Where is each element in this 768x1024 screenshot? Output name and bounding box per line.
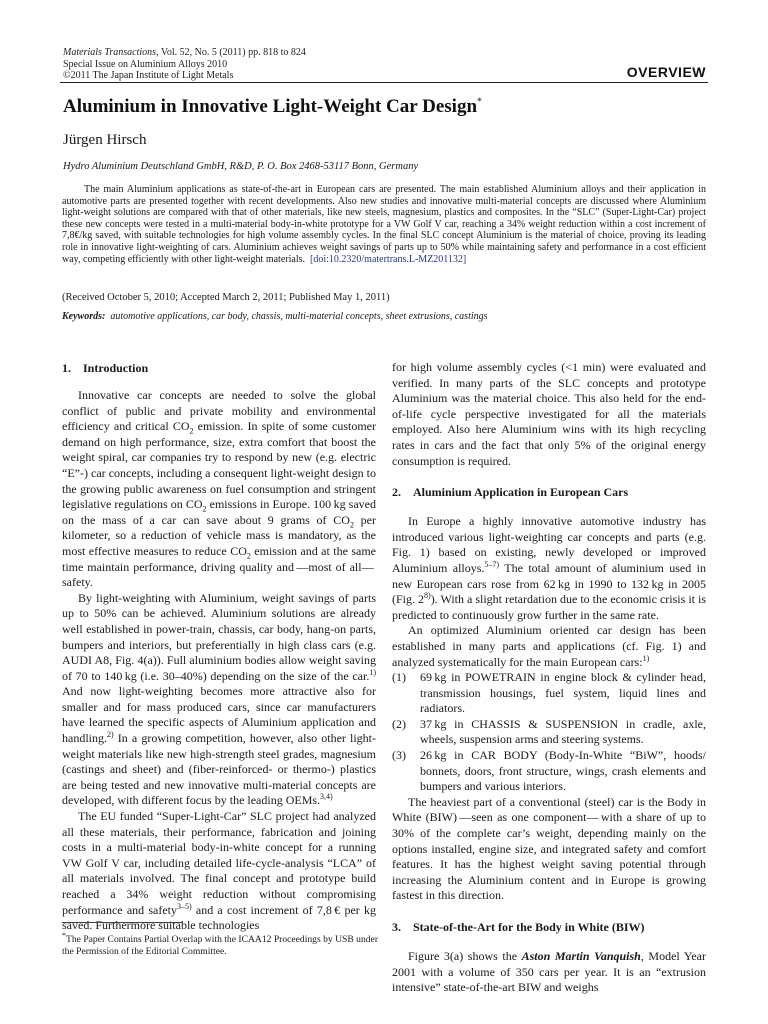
citation[interactable]: 8) [424,591,431,601]
citation[interactable]: 3,4) [320,792,333,802]
footnote-mark: * [62,930,66,940]
citation[interactable]: 2) [107,730,114,740]
citation[interactable]: 3–5) [177,901,192,911]
section-label: OVERVIEW [626,64,706,80]
affiliation: Hydro Aluminium Deutschland GmbH, R&D, P. O. Box 2468-53117 Bonn, Germany [63,161,419,172]
doi-link[interactable]: [doi:10.2320/matertrans.L-MZ201132] [310,253,467,265]
citation[interactable]: 1) [369,667,376,677]
journal-name: Materials Transactions [63,47,157,58]
paragraph: for high volume assembly cycles (<1 min) were evaluated and verified. In many parts of the SLC concepts and prototype Aluminium was the material choice. This also held for the end-of-life cycle perspective investigated for all the materials employed. Also here Aluminium wins with its high recycling rates in cars and the fact that only 5% of the original energy consumption is required. [392,360,706,468]
paragraph: The EU funded “Super-Light-Car” SLC project had analyzed all these materials, their performance, fabrication and joining costs in a multi-material body-in-white concept for a running VW Golf V car, including detailed life-cycle-analysis “LCA” of all materials involved. The final concept and prototype build reached a 34% weight reduction without compromising performance and safety$^{3-5)}$ and a cost increment of 7,8 € per kg saved. Furthermore suitable technologies [62,809,376,933]
aluminium-usage-list [392,670,706,795]
copyright: ©2011 The Japan Institute of Light Metals [63,70,234,81]
abstract [62,184,706,265]
journal-volume: , Vol. 52, No. 5 (2011) pp. 818 to 824 [156,47,306,58]
special-issue: Special Issue on Aluminium Alloys 2010 [63,58,228,70]
left-column [62,388,376,934]
title-footnote-mark: * [477,96,483,108]
car-model-name: Aston Martin Vanquish [521,949,641,963]
paragraph: An optimized Aluminium oriented car design has been established in many parts and applications (cf. Fig. 1) and analyzed systematically for the main European cars:$^{1)}$ [392,623,706,669]
paragraph: Figure 3(a) shows the Aston Martin Vanquish, Model Year 2001 with a volume of 350 cars per year. It is an “extrusion intensive” state-of-the-art BIW and weighs [392,949,706,995]
keywords-label: Keywords: [62,311,106,322]
right-column [392,360,706,996]
received-dates: (Received October 5, 2010; Accepted March 2, 2011; Published May 1, 2011) [62,292,390,303]
section-heading-aluminium-application: 2. Aluminium Application in European Cars [392,485,629,500]
header-rule [60,82,708,83]
keywords [62,311,488,322]
list-item: (3) 26 kg in CAR BODY (Body-In-White “BiW”, hoods/ bonnets, doors, front structure, wings, crash elements and bumpers and various interiors. [392,748,706,794]
paragraph: By light-weighting with Aluminium, weight savings of parts up to 50% can be achieved. Aluminium solutions are already well established in power-train, chassis, car body, hang-on parts, bumpers and interiors, but preferentially in high class cars (e.g. AUDI A8, Fig. 4(a)). Full aluminium bodies allow weight saving of 70 to 140 kg (i.e. 30–40%) depending on the size of the car.$^{1)}$ And now light-weighting becomes more attractive also for smaller and for mass produced cars, since car manufacturers have learned the specific aspects of Aluminium application and handling.$^{2)}$ In a growing competition, however, also other light-weight materials like new high-strength steel grades, magnesium (castings and sheet) and (fiber-reinforced- or thermo-) plastics are being tested and new innovative multi-material concepts are developed, with different focus by the leading OEMs.$^{3,4)}$ [62,590,376,808]
list-item: (1) 69 kg in POWETRAIN in engine block & cylinder head, transmission housings, fuel system, liquid lines and radiators. [392,670,706,716]
section-heading-introduction: 1. Introduction [62,361,149,375]
article-title-text: Aluminium in Innovative Light-Weight Car Design [63,96,478,117]
keywords-list: automotive applications, car body, chassis, multi-material concepts, sheet extrusions, castings [110,311,488,322]
paragraph: In Europe a highly innovative automotive industry has introduced various light-weighting car concepts and parts (e.g. Fig. 1) based on existing, newly developed or improved Aluminium alloys.$^{5-7)}$ The total amount of aluminium used in new European cars rose from 62 kg in 1990 to 132 kg in 2005 (Fig. 2$^{8)}$). With a slight retardation due to the economic crisis it is predicted to continuously grow further in the same rate. [392,514,706,622]
footnote [62,930,379,958]
journal-masthead [63,47,306,82]
list-item: (2) 37 kg in CHASSIS & SUSPENSION in cradle, axle, wheels, suspension arms and steering systems. [392,716,706,747]
paragraph: Innovative car concepts are needed to solve the global conflict of public and private mobility and environmental efficiency and critical $CO_2$ emission. In spite of some customer demand on high performance, size, extra comfort that boost the weight spiral, car companies try to respond by new (e.g. electric “E”-) car concepts, including a consequent light-weight design to the growing public awareness on fuel consumption and stringent legislative regulations on $CO_2$ emissions in Europe. 100 kg saved on the mass of a car can save about 9 grams of $CO_2$ per kilometer, so a reduction of vehicle mass is mandatory, as the most effective measures to reduce $CO_2$ emission and at the same time maintain performance, driving quality and —most of all— safety. [62,388,377,590]
citation[interactable]: 1) [642,653,650,663]
footnote-rule [62,922,182,923]
paragraph: The heaviest part of a conventional (steel) car is the Body in White (BIW) —seen as one component— with a share of up to 30% of the complete car’s weight, depending mainly on the options installed, engine size, and integrated safety and comfort features. It has the highest weight saving potential through increasing the Aluminium content and in Europe is growing fastest in this direction. [392,794,706,903]
citation[interactable]: 5–7) [484,559,500,569]
section-heading-state-of-the-art: 3. State-of-the-Art for the Body in White (BIW) [392,920,645,934]
author: Jürgen Hirsch [63,132,147,148]
article-title [63,96,482,118]
footnote-text: The Paper Contains Partial Overlap with the ICAA12 Proceedings by USB under the Permission of the Editorial Committee. [62,934,379,957]
abstract-text: The main Aluminium applications as state-of-the-art in European cars are presented. The main established Aluminium alloys and their application in automotive parts are presented together with recent developments. Also new studies and innovative multi-material concepts are discussed where Aluminium light-weight solutions are compared with that of other materials, like new steels, magnesium, plastics and composites. In the “SLC” (Super-Light-Car) project these new concepts were tested in a multi-material body-in-white prototype for a VW Golf V car, reaching a 34% weight reduction within a cost increment of 7,8€/kg saved, with suitable technologies for high volume assembly cycles. In the final SLC concept Aluminium is the material of choice, proving its leading role in innovative light-weighting of cars. Aluminium achieves weight savings of parts up to 50% while maintaining safety and performance in a cost efficient way, competing efficiently with other light-weight materials. [62,184,706,265]
